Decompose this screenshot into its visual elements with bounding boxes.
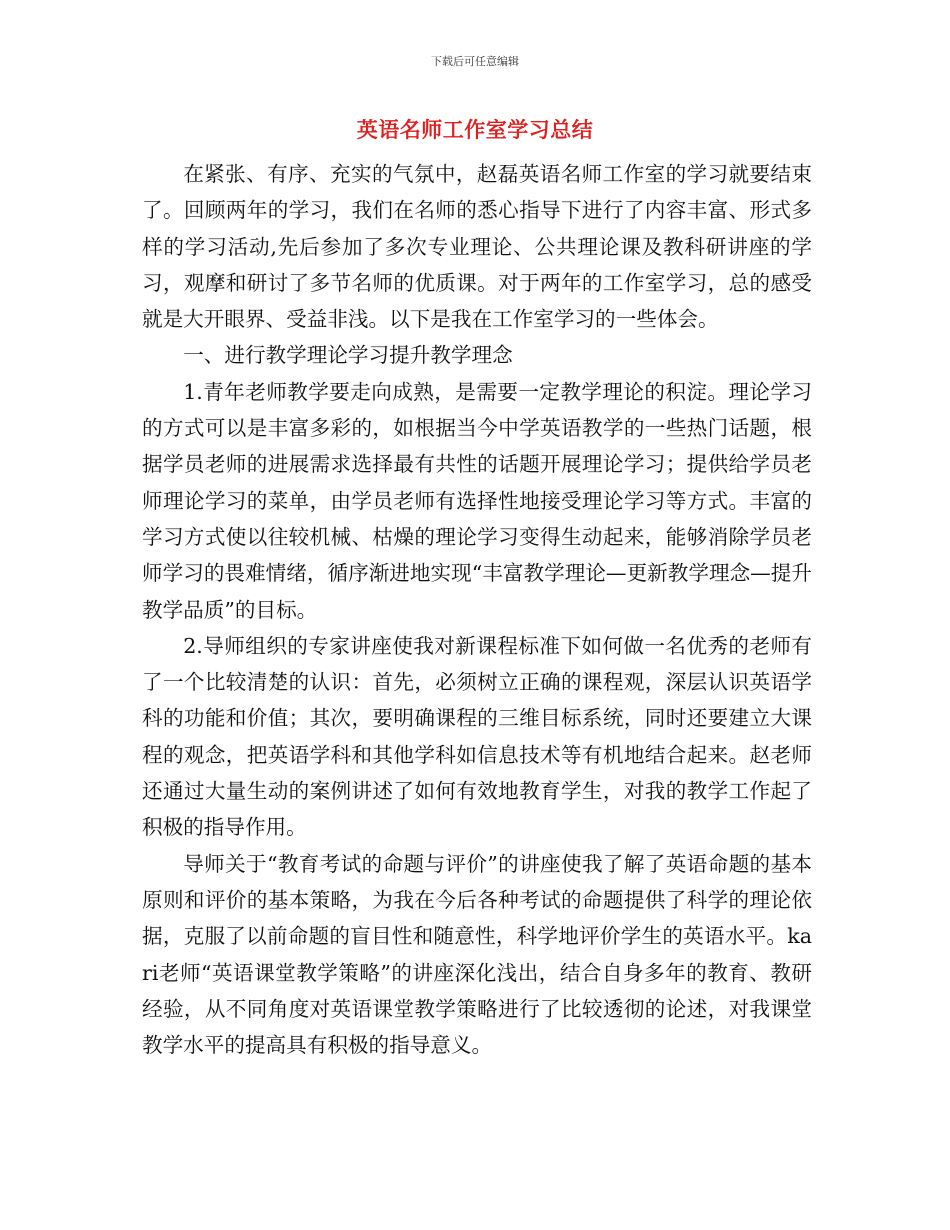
paragraph-intro: 在紧张、有序、充实的气氛中，赵磊英语名师工作室的学习就要结束了。回顾两年的学习，我们在名师的悉心指导下进行了内容丰富、形式多样的学习活动,先后参加了多次专业理论、公共理论课及教科研讲座的学习，观摩和研讨了多节名师的优质课。对于两年的工作室学习，总的感受就是大开眼界、受益非浅。以下是我在工作室学习的一些体会。	[142, 162, 812, 332]
paragraph-lectures: 导师关于“教育考试的命题与评价”的讲座使我了解了英语命题的基本原则和评价的基本策略，为我在今后各种考试的命题提供了科学的理论依据，克服了以前命题的盲目性和随意性，科学地评价学生的英语水平。kari老师“英语课堂教学策略”的讲座深化浅出，结合自身多年的教育、教研经验，从不同角度对英语课堂教学策略进行了比较透彻的论述，对我课堂教学水平的提高具有积极的指导意义。	[142, 851, 812, 1058]
header-note: 下载后可任意编辑	[431, 55, 519, 68]
paragraph-point-1: 1.青年老师教学要走向成熟，是需要一定教学理论的积淀。理论学习的方式可以是丰富多彩的，如根据当今中学英语教学的一些热门话题，根据学员老师的进展需求选择最有共性的话题开展理论学习；提供给学员老师理论学习的菜单，由学员老师有选择性地接受理论学习等方式。丰富的学习方式使以往较机械、枯燥的理论学习变得生动起来，能够消除学员老师学习的畏难情绪，循序渐进地实现“丰富教学理论—更新教学理念—提升教学品质”的目标。	[142, 379, 812, 622]
section-heading: 一、进行教学理论学习提升教学理念	[183, 343, 513, 368]
document-body	[142, 156, 812, 1063]
document-title: 英语名师工作室学习总结	[356, 117, 594, 142]
paragraph-point-2: 2.导师组织的专家讲座使我对新课程标准下如何做一名优秀的老师有了一个比较清楚的认识：首先，必须树立正确的课程观，深层认识英语学科的功能和价值；其次，要明确课程的三维目标系统，同时还要建立大课程的观念，把英语学科和其他学科如信息技术等有机地结合起来。赵老师还通过大量生动的案例讲述了如何有效地教育学生，对我的教学工作起了积极的指导作用。	[142, 633, 812, 840]
